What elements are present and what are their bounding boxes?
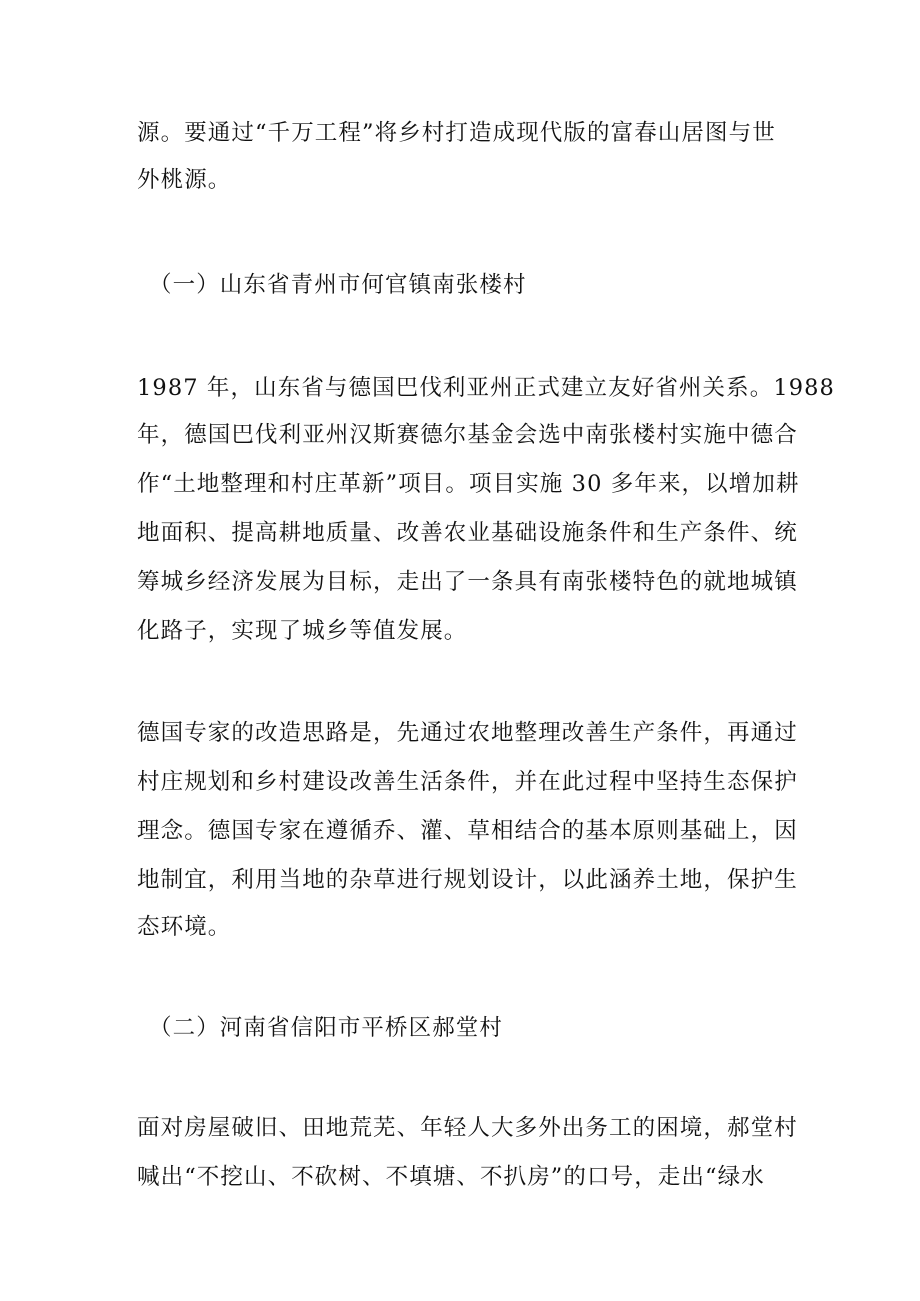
paragraph-intro-line-1: 源。要通过“千万工程”将乡村打造成现代版的富春山居图与世 xyxy=(137,120,776,146)
section-heading-1: （一）山东省青州市何官镇南张楼村 xyxy=(149,272,527,298)
paragraph-1-line-4: 地面积、提高耕地质量、改善农业基础设施条件和生产条件、统 xyxy=(137,520,798,546)
paragraph-3-line-2: 喊出“不挖山、不砍树、不填塘、不扒房”的口号，走出“绿水 xyxy=(137,1164,765,1190)
paragraph-2-line-3: 理念。德国专家在遵循乔、灌、草相结合的基本原则基础上，因 xyxy=(137,818,798,844)
paragraph-1-line-6: 化路子，实现了城乡等值发展。 xyxy=(137,618,468,644)
paragraph-2-line-5: 态环境。 xyxy=(137,914,232,940)
paragraph-1-line-5: 筹城乡经济发展为目标，走出了一条具有南张楼特色的就地城镇 xyxy=(137,569,798,595)
paragraph-2-line-1: 德国专家的改造思路是，先通过农地整理改善生产条件，再通过 xyxy=(137,720,798,746)
paragraph-1-line-3: 作“土地整理和村庄革新”项目。项目实施 30 多年来，以增加耕 xyxy=(137,471,800,497)
paragraph-1-line-2: 年，德国巴伐利亚州汉斯赛德尔基金会选中南张楼村实施中德合 xyxy=(137,422,798,448)
section-heading-2: （二）河南省信阳市平桥区郝堂村 xyxy=(149,1015,504,1041)
paragraph-3-line-1: 面对房屋破旧、田地荒芜、年轻人大多外出务工的困境，郝堂村 xyxy=(137,1115,798,1141)
paragraph-intro-line-2: 外桃源。 xyxy=(137,167,232,193)
paragraph-2-line-4: 地制宜，利用当地的杂草进行规划设计，以此涵养土地，保护生 xyxy=(137,867,798,893)
paragraph-2-line-2: 村庄规划和乡村建设改善生活条件，并在此过程中坚持生态保护 xyxy=(137,769,798,795)
paragraph-1-line-1: 1987 年，山东省与德国巴伐利亚州正式建立友好省州关系。1988 xyxy=(137,375,835,401)
